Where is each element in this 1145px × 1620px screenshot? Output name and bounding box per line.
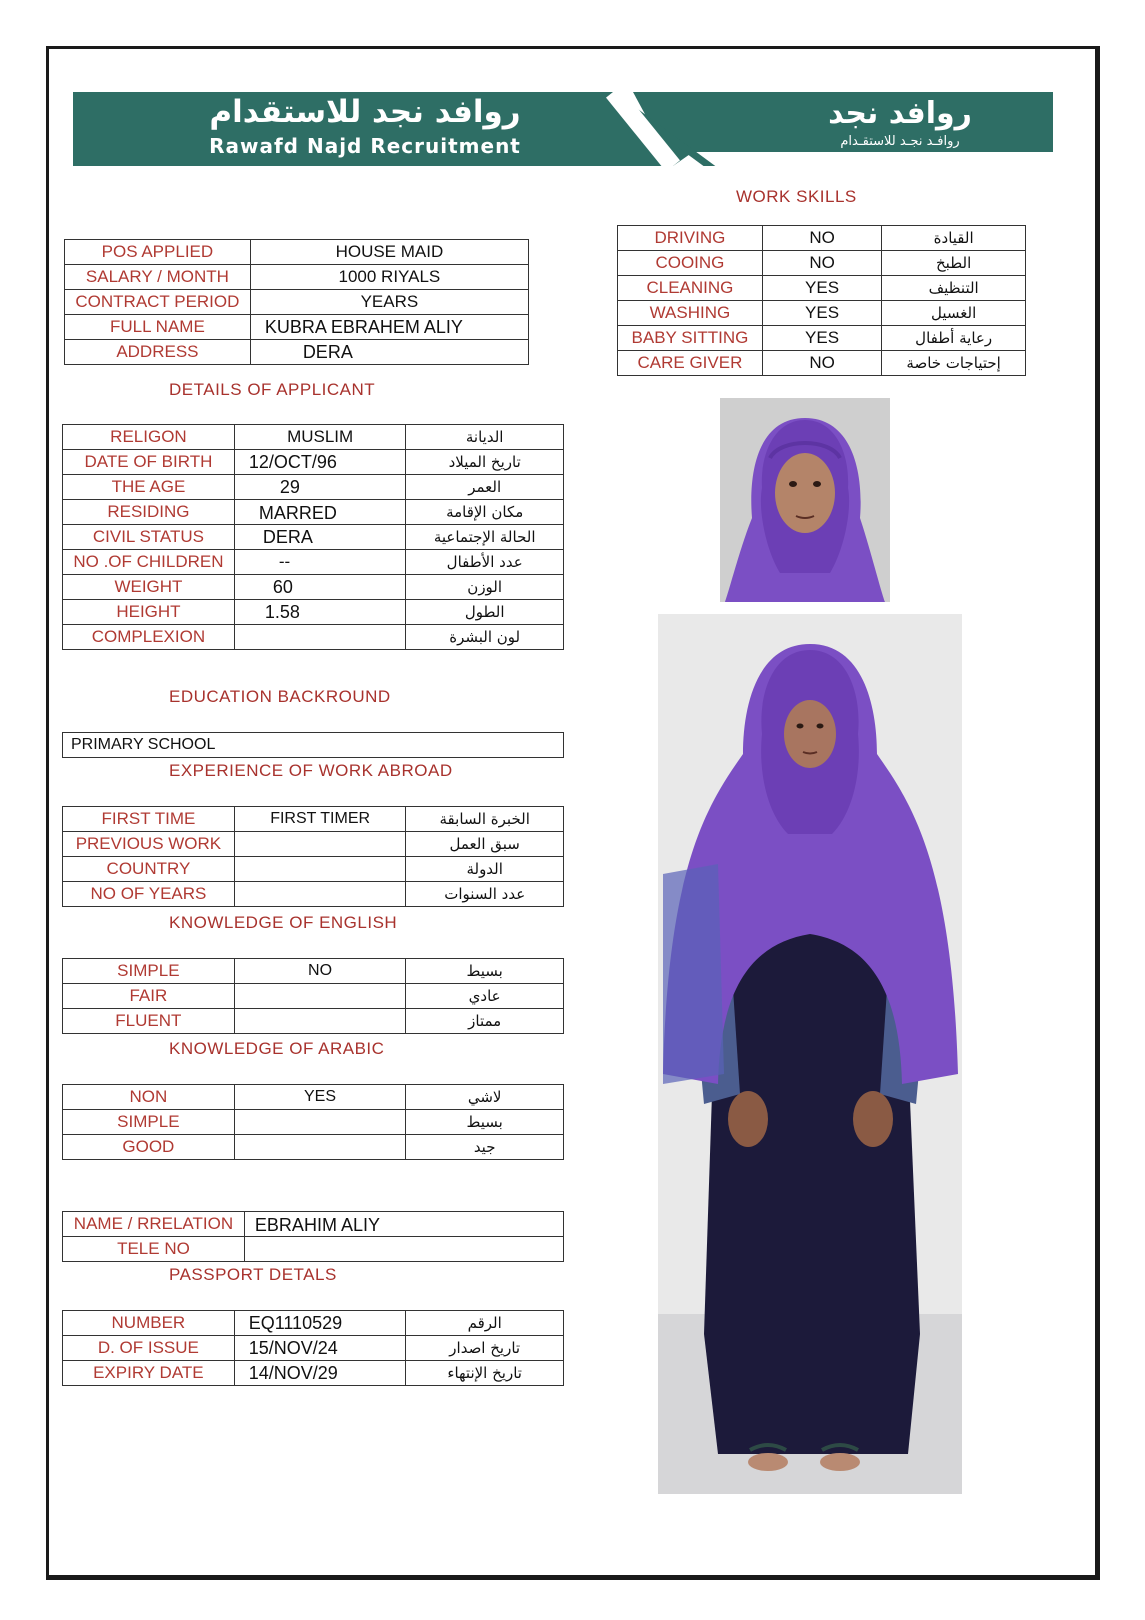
table-row [618,301,1026,326]
table-row [63,1336,564,1361]
relation-name-label: NAME / RRELATION [63,1212,245,1237]
arabic-level-value: YES [234,1085,406,1110]
applicant-field-arabic: الطول [406,600,564,625]
skill-label: CARE GIVER [618,351,763,376]
skill-label-arabic: رعاية أطفال [882,326,1026,351]
table-row [65,290,529,315]
full-body-photo [658,614,962,1494]
passport-issue-value: 15/NOV/24 [234,1336,406,1361]
arabic-title: KNOWLEDGE OF ARABIC [169,1039,385,1058]
english-level-label: FLUENT [63,1009,235,1034]
table-row [65,265,529,290]
height-value: 1.58 [234,600,405,625]
address-label: ADDRESS [65,340,251,365]
table-row [618,226,1026,251]
skill-label: BABY SITTING [618,326,763,351]
applicant-field-arabic: الوزن [406,575,564,600]
religion-value: MUSLIM [234,425,405,450]
applicant-field-label: THE AGE [63,475,235,500]
table-row [63,600,564,625]
passport-field-label: NUMBER [63,1311,235,1336]
applicant-field-label: DATE OF BIRTH [63,450,235,475]
applicant-field-label: WEIGHT [63,575,235,600]
table-row [63,500,564,525]
arabic-level-value [234,1135,406,1160]
table-row [63,959,564,984]
skill-label-arabic: الغسيل [882,301,1026,326]
experience-field-label: PREVIOUS WORK [63,832,235,857]
arabic-level-label: GOOD [63,1135,235,1160]
table-row [63,1085,564,1110]
arabic-level-arabic: لاشي [406,1085,564,1110]
experience-field-label: FIRST TIME [63,807,235,832]
passport-field-label: EXPIRY DATE [63,1361,235,1386]
english-level-label: SIMPLE [63,959,235,984]
skill-label-arabic: الطبخ [882,251,1026,276]
applicant-field-arabic: لون البشرة [406,625,564,650]
applicant-field-arabic: تاريخ الميلاد [406,450,564,475]
full-name-label: FULL NAME [65,315,251,340]
table-row [618,351,1026,376]
passport-number-value: EQ1110529 [234,1311,406,1336]
passport-title: PASSPORT DETALS [169,1265,337,1284]
table-row [63,1237,564,1262]
passport-table [62,1310,564,1386]
passport-expiry-value: 14/NOV/29 [234,1361,406,1386]
applicant-field-label: HEIGHT [63,600,235,625]
pos-applied-value: HOUSE MAID [250,240,528,265]
table-row [63,984,564,1009]
english-level-value: NO [234,959,406,984]
full-name-value: KUBRA EBRAHEM ALIY [250,315,528,340]
applicant-field-label: NO .OF CHILDREN [63,550,235,575]
skill-label-arabic: إحتياجات خاصة [882,351,1026,376]
english-level-arabic: ممتاز [406,1009,564,1034]
company-name-arabic: روافد نجد للاستقدام [209,94,521,130]
english-level-value [234,984,406,1009]
skill-value: YES [762,326,881,351]
work-skills-table [617,225,1026,376]
table-row [63,733,564,758]
relation-table [62,1211,564,1262]
table-row [63,832,564,857]
table-row [63,1110,564,1135]
tele-no-label: TELE NO [63,1237,245,1262]
address-value: DERA [250,340,528,365]
skill-label: DRIVING [618,226,763,251]
experience-field-label: NO OF YEARS [63,882,235,907]
company-logo-subtitle: روافـد نجـد للاستقـدام [840,134,960,149]
salary-value: 1000 RIYALS [250,265,528,290]
applicant-field-label: CIVIL STATUS [63,525,235,550]
relation-name-value: EBRAHIM ALIY [244,1212,563,1237]
table-row [65,240,529,265]
dob-value: 12/OCT/96 [234,450,405,475]
table-row [63,550,564,575]
skill-value: NO [762,251,881,276]
experience-field-arabic: عدد السنوات [406,882,564,907]
arabic-level-value [234,1110,406,1135]
table-row [63,1135,564,1160]
education-title: EDUCATION BACKROUND [169,687,391,706]
civil-status-value: DERA [234,525,405,550]
company-logo: روافد نجد [828,96,972,131]
table-row [63,1009,564,1034]
applicant-field-arabic: الحالة الإجتماعية [406,525,564,550]
table-row [63,1361,564,1386]
education-value: PRIMARY SCHOOL [63,733,564,758]
english-table [62,958,564,1034]
passport-field-arabic: الرقم [406,1311,564,1336]
skill-label-arabic: التنظيف [882,276,1026,301]
company-name-english: Rawafd Najd Recruitment [209,134,521,158]
work-skills-title: WORK SKILLS [736,187,857,206]
arabic-level-arabic: جيد [406,1135,564,1160]
experience-field-value [234,882,406,907]
applicant-field-arabic: مكان الإقامة [406,500,564,525]
experience-field-arabic: سبق العمل [406,832,564,857]
arabic-level-arabic: بسيط [406,1110,564,1135]
applicant-field-arabic: عدد الأطفال [406,550,564,575]
table-row [618,276,1026,301]
table-row [63,1212,564,1237]
table-row [63,525,564,550]
applicant-field-label: RELIGON [63,425,235,450]
passport-field-arabic: تاريخ الإنتهاء [406,1361,564,1386]
applicant-field-label: RESIDING [63,500,235,525]
experience-field-arabic: الدولة [406,857,564,882]
table-row [618,326,1026,351]
salary-label: SALARY / MONTH [65,265,251,290]
skill-label: WASHING [618,301,763,326]
passport-field-label: D. OF ISSUE [63,1336,235,1361]
residing-value: MARRED [234,500,405,525]
table-row [63,882,564,907]
table-row [63,450,564,475]
experience-field-value [234,832,406,857]
skill-value: NO [762,351,881,376]
table-row [63,807,564,832]
english-title: KNOWLEDGE OF ENGLISH [169,913,398,932]
english-level-arabic: بسيط [406,959,564,984]
english-level-arabic: عادي [406,984,564,1009]
skill-value: YES [762,276,881,301]
complexion-value [234,625,405,650]
experience-title: EXPERIENCE OF WORK ABROAD [169,761,453,780]
table-row [65,315,529,340]
arabic-level-label: SIMPLE [63,1110,235,1135]
weight-value: 60 [234,575,405,600]
age-value: 29 [234,475,405,500]
contract-period-label: CONTRACT PERIOD [65,290,251,315]
experience-table [62,806,564,907]
skill-label: COOING [618,251,763,276]
contract-period-value: YEARS [250,290,528,315]
applicant-details-title: DETAILS OF APPLICANT [169,380,376,399]
table-row [618,251,1026,276]
applicant-field-arabic: الديانة [406,425,564,450]
top-info-table [64,239,529,365]
experience-field-label: COUNTRY [63,857,235,882]
table-row [65,340,529,365]
portrait-photo [720,398,890,602]
education-table [62,732,564,758]
skill-label-arabic: القيادة [882,226,1026,251]
experience-field-value: FIRST TIMER [234,807,406,832]
english-level-label: FAIR [63,984,235,1009]
pos-applied-label: POS APPLIED [65,240,251,265]
tele-no-value [244,1237,563,1262]
skill-value: YES [762,301,881,326]
table-row [63,425,564,450]
english-level-value [234,1009,406,1034]
applicant-table [62,424,564,650]
table-row [63,857,564,882]
applicant-field-arabic: العمر [406,475,564,500]
table-row [63,1311,564,1336]
arabic-table [62,1084,564,1160]
experience-field-arabic: الخبرة السابقة [406,807,564,832]
passport-field-arabic: تاريخ اصدار [406,1336,564,1361]
table-row [63,575,564,600]
children-value: -- [234,550,405,575]
arabic-level-label: NON [63,1085,235,1110]
table-row [63,475,564,500]
experience-field-value [234,857,406,882]
skill-value: NO [762,226,881,251]
table-row [63,625,564,650]
skill-label: CLEANING [618,276,763,301]
applicant-field-label: COMPLEXION [63,625,235,650]
